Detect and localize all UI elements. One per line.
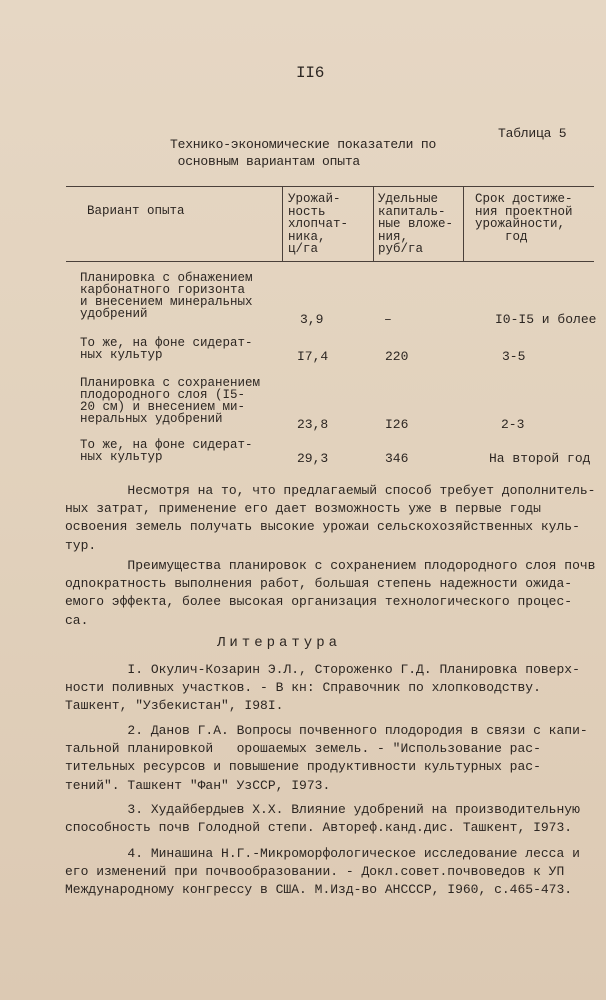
table-top-rule [66,186,594,187]
table-row-term: На второй год [489,451,591,466]
reference-item: 4. Минашина Н.Г.-Микроморфологическое исследование лесса и его изменений при почвообразовании. - Докл.совет.почвоведов к УП Международному конгрессу в США. М.Изд-во АНСССР, I960, с.465-473. [65,846,580,898]
reference-item: I. Окулич-Козарин Э.Л., Стороженко Г.Д. Планировка поверх- ности поливных участков. - В кн: Справочник по хлопководству. Ташкент, "Узбекистан", I98I. [65,662,580,714]
paragraph: Несмотря на то, что предлагаемый способ требует дополнитель- ных затрат, применение его дает возможность уже в первые годы освоения земель получать высокие урожаи сельскохозяйственных куль- тур. [65,483,596,553]
table-row-yield: I7,4 [297,349,329,364]
table-row-term: 3-5 [502,349,526,364]
reference-item: 2. Данов Г.А. Вопросы почвенного плодородия в связи с капи- тальной планировкой орошаемых земель. - "Использование рас- тительных ресурсов и повышение продуктивности культурных рас- тений". Ташкент "Фан" УзССР, I973. [65,723,588,793]
table-row-term: 2-3 [501,417,525,432]
table-row-variant: То же, на фоне сидерат- ных культур [80,336,253,362]
table-header-term: Срок достиже- ния проектной урожайности, год [475,192,573,244]
paragraph: Преимущества планировок с сохранением плодородного слоя почв одnократность выполнения работ, большая степень надежности ожида- емого эффекта, более высокая организация технологического процес- са. [65,558,596,628]
table-row-capital: 346 [385,451,409,466]
table-row-yield: 29,3 [297,451,329,466]
table-row-capital: I26 [385,417,409,432]
table-row-variant: Планировка с обнажением карбонатного горизонта и внесением минеральных удобрений [80,271,253,321]
table-column-divider [463,186,464,262]
table-title: Технико-экономические показатели по основным вариантам опыта [170,137,437,169]
table-header-rule [66,261,594,262]
table-row-capital: 220 [385,349,409,364]
table-row-yield: 3,9 [300,312,324,327]
page-number: II6 [296,64,325,82]
literature-heading: Литература [217,635,342,651]
table-header-yield: Урожай- ность хлопчат- ника, ц/га [288,192,349,256]
table-column-divider [373,186,374,262]
table-header-capital: Удельные капиталь- ные вложе- ния, руб/га [378,192,454,256]
table-label: Таблица 5 [498,126,567,141]
reference-item: 3. Худайбердыев Х.Х. Влияние удобрений на производительную способность почв Голодной степи. Автореф.канд.дис. Ташкент, I973. [65,802,580,836]
table-row-variant: Планировка с сохранением плодородного слоя (I5- 20 см) и внесением ми- неральных удобрений [80,376,261,426]
table-row-term: I0-I5 и более [495,312,597,327]
table-header-variant: Вариант опыта [87,204,185,218]
table-column-divider [282,186,283,262]
table-row-yield: 23,8 [297,417,329,432]
table-row-variant: То же, на фоне сидерат- ных культур [80,438,253,464]
table-row-capital: – [384,312,392,327]
